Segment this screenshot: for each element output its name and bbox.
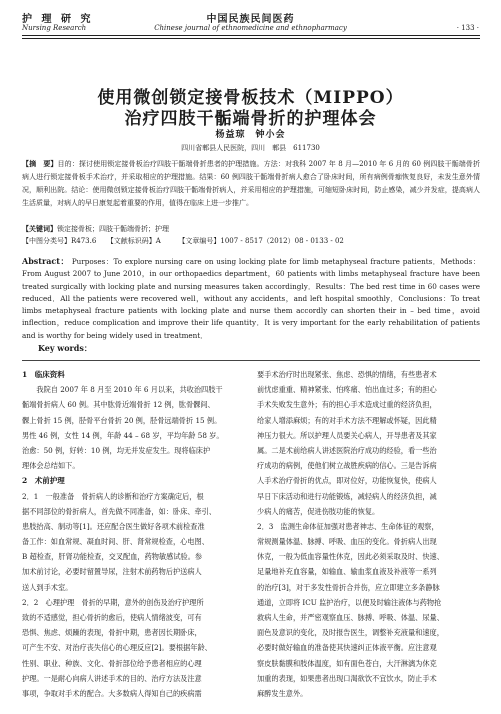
body-line: 足量地补充血容量，如输血、输血浆血液及补液等一系列 bbox=[257, 567, 437, 577]
body-line: 备工作：如血常规、凝血时间、肝、肾常规检查，心电图、 bbox=[22, 537, 209, 547]
authors: 杨益琼 钟小会 bbox=[215, 130, 286, 140]
section-heading: 1 临床资料 bbox=[22, 370, 65, 379]
section-divider bbox=[22, 360, 480, 361]
abstract-cn-label: 【摘 要】 bbox=[22, 159, 58, 168]
body-line: 患肢抬高、制动等[1]。还应配合医生做好各项术前检查准 bbox=[22, 521, 205, 531]
body-line: 属。二是术前给病人讲述医院治疗成功的经验，看一些治 bbox=[257, 445, 437, 455]
classification-meta: 【中图分类号】R473.6 【文献标识码】A 【文章编号】1007 - 8517（2012）08 - 0133 - 02 bbox=[22, 237, 344, 245]
body-line: 人手术治疗骨折的优点，即对位好，功能恢复快，使病人 bbox=[257, 476, 437, 486]
body-line: 事项，争取对手术的配合。大多数病人得知自己的疾病需 bbox=[22, 688, 202, 698]
body-line: 髁上骨折 15 例，胫骨平台骨折 20 例，胫骨远端骨折 15 例。 bbox=[22, 415, 222, 425]
journal-center-cn: 中国民族民间医药 bbox=[206, 14, 295, 25]
abstract-en-text: Purposes：To explore nursing care on using locking plate for limb metaphyseal fracture patients．Methods：From August 2007 to June 2010，in our orthopaedics department，60 patients with limbs metaphyseal fracture have been treated surgically with locking plate and nursing measures taken accordingly．Results：The bed rest time in 60 cases were reduced．All the patients were recovered well，without any accidents，and left hospital smoothly．Conclusions：To treat limbs metaphyseal fracture patients with locking plate and nurse them accordly can shorten their in – bed time，avoid inflection，reduce complication and improve their life quantity．It is very important for the early rehabilitation of patients and is worthy for being widely used in treatment． bbox=[22, 257, 480, 340]
body-line: 神压力很大。所以护理人员要关心病人，开导患者及其家 bbox=[257, 430, 437, 440]
body-line: 治愈：50 例，好转：10 例，均无并发症发生。现将临床护 bbox=[22, 445, 211, 455]
body-line: 理体会总结如下。 bbox=[22, 461, 80, 471]
body-line: 2．1 一般准备 骨折病人的诊断和治疗方案确定后，根 bbox=[22, 491, 204, 501]
body-line: 加术前讨论，必要时留置导尿，注射术前药物后护送病人 bbox=[22, 567, 202, 577]
body-line: 护理。一是耐心向病人讲述手术的目的、治疗方法及注意 bbox=[22, 673, 202, 683]
paper-title-line2: 治疗四肢干骺端骨折的护理体会 bbox=[124, 109, 377, 129]
paper-title-line1: 使用微创锁定接骨板技术（MIPPO） bbox=[97, 88, 404, 108]
page-number: · 133 · bbox=[456, 24, 479, 32]
journal-name-en: Nursing Research bbox=[22, 24, 87, 32]
body-line: 给家人增添麻烦；有的对手术方法不理解或怀疑，因此精 bbox=[257, 415, 437, 425]
body-line: 的治疗[3]，对于多发性骨折合并伤，应立即建立多条静脉 bbox=[257, 582, 440, 592]
body-line: 加重的表现，如果患者出现口渴欲饮不宜饮水，防止手术 bbox=[257, 673, 437, 683]
journal-center-en: Chinese journal of ethnomedicine and ethnopharmacy bbox=[154, 24, 347, 32]
abstract-en-label: Abstract： bbox=[22, 256, 70, 266]
keywords-cn-label: 【关键词】 bbox=[22, 224, 57, 233]
body-line: 察皮肤黏膜和肢体温度，如有面色苍白，大汗淋漓为休克 bbox=[257, 658, 437, 668]
body-line: 2．3 监测生命体征加强对患者神志、生命体征的观察， bbox=[257, 521, 439, 531]
body-line: 可产生不安、对治疗丧失信心的心理反应[2]。要根据年龄、 bbox=[22, 643, 212, 653]
body-line: 麻醉发生意外。 bbox=[257, 688, 308, 698]
body-line: 男性 46 例，女性 14 例，年龄 44 – 68 岁，平均年龄 58 岁。 bbox=[22, 430, 224, 440]
keywords-cn-text: 锁定接骨板；四肢干骺端骨折；护理 bbox=[57, 225, 169, 233]
body-line: 前忧虑重重、精神紧张、怕疼痛、怕出血过多；有的担心 bbox=[257, 385, 437, 395]
keywords-cn bbox=[22, 222, 480, 236]
header-rule bbox=[22, 35, 480, 36]
body-left-column bbox=[22, 371, 244, 705]
body-line: 致的不适感觉，担心骨折的愈后，使病人情绪波变，可有 bbox=[22, 613, 202, 622]
body-line: 2．2 心理护理 骨折的早期，意外的创伤及治疗护理所 bbox=[22, 597, 204, 607]
body-line: 疗成功的病例，使他们树立战胜疾病的信心。三是告诉病 bbox=[257, 461, 437, 471]
body-line: 恐惧、焦虑、烦躁的表现，骨折中期，患者因长期卧床， bbox=[22, 628, 202, 638]
body-line: 据不同部位的骨折病人，首先做不同准备，如：卧床、牵引、 bbox=[22, 506, 217, 516]
body-line: 手术失败发生意外；有的担心手术造成过重的经济负担， bbox=[257, 400, 437, 410]
body-line: 必要时做好输血的准备使其快速纠正体液平衡。应注意观 bbox=[257, 643, 437, 653]
body-line: 救病人生命，并严密观察血压、脉搏、呼吸、体温、尿量、 bbox=[257, 613, 444, 622]
body-line: 骺端骨折病人 60 例。其中肱骨近端骨折 12 例，肱骨髁间、 bbox=[22, 400, 215, 410]
section-heading: 2 术前护理 bbox=[22, 476, 65, 486]
abstract-en bbox=[22, 255, 480, 342]
header-rule-thin bbox=[22, 38, 480, 39]
body-line: 要手术治疗时出现紧张、焦虑、恐惧的情绪，有些患者术 bbox=[257, 370, 437, 379]
body-line: 休克，一般为低血容量性休克，因此必须采取及时、快速、 bbox=[257, 552, 444, 562]
keywords-en-label: Key words： bbox=[38, 343, 92, 353]
body-line: 面色及意识的变化，及时报告医生，调整补充液量和速度， bbox=[257, 628, 444, 638]
body-line: 早日下床活动和进行功能锻炼，减轻病人的经济负担，减 bbox=[257, 491, 437, 501]
affiliation: 四川省郫县人民医院，四川 郫县 611730 bbox=[181, 144, 320, 152]
body-line: 常规测量体温、脉搏、呼吸、血压的变化。骨折病人出现 bbox=[257, 537, 437, 547]
body-line: 送人到手术室。 bbox=[22, 582, 73, 592]
body-line: 少病人的痛苦，促进伤肢功能的恢复。 bbox=[257, 506, 380, 516]
body-line: 性别、职业、种族、文化、骨折部位给予患者相应的心理 bbox=[22, 658, 202, 668]
body-right-column bbox=[257, 371, 481, 705]
journal-name-cn: 护 理 研 究 bbox=[22, 14, 94, 25]
abstract-cn-text: 目的：探讨使用锁定接骨板治疗四肢干骺端骨折患者的护理措施。方法：对我科 2007 年 8 月—2010 年 6 月的 60 例四肢干骺端骨折病人进行锁定接骨板手术治疗，并采取相应的护理措施。结果：60 例四肢干骺端骨折病人愈合了卧床时间，所有病例骨痂恢复良好，未发生意外情况，顺利出院。结论：使用微创锁定接骨板治疗四肢干骺端骨折病人，并采用相应的护理措施，可缩短卧床时间，防止感染，减少并发症，提高病人生活质量，对病人的早日康复起着重要的作用，值得在临床上进一步推广。 bbox=[22, 160, 481, 207]
body-line: 通道，立即将 ICU 监护治疗，以便及时输注液体与药物抢 bbox=[257, 597, 442, 607]
body-line: B 超检查，肝肾功能检查，交叉配血，药物敏感试验。参 bbox=[22, 552, 203, 562]
body-line: 我院自 2007 年 8 月至 2010 年 6 月以来，共收治四肢干 bbox=[22, 385, 223, 395]
abstract-cn bbox=[22, 157, 480, 210]
